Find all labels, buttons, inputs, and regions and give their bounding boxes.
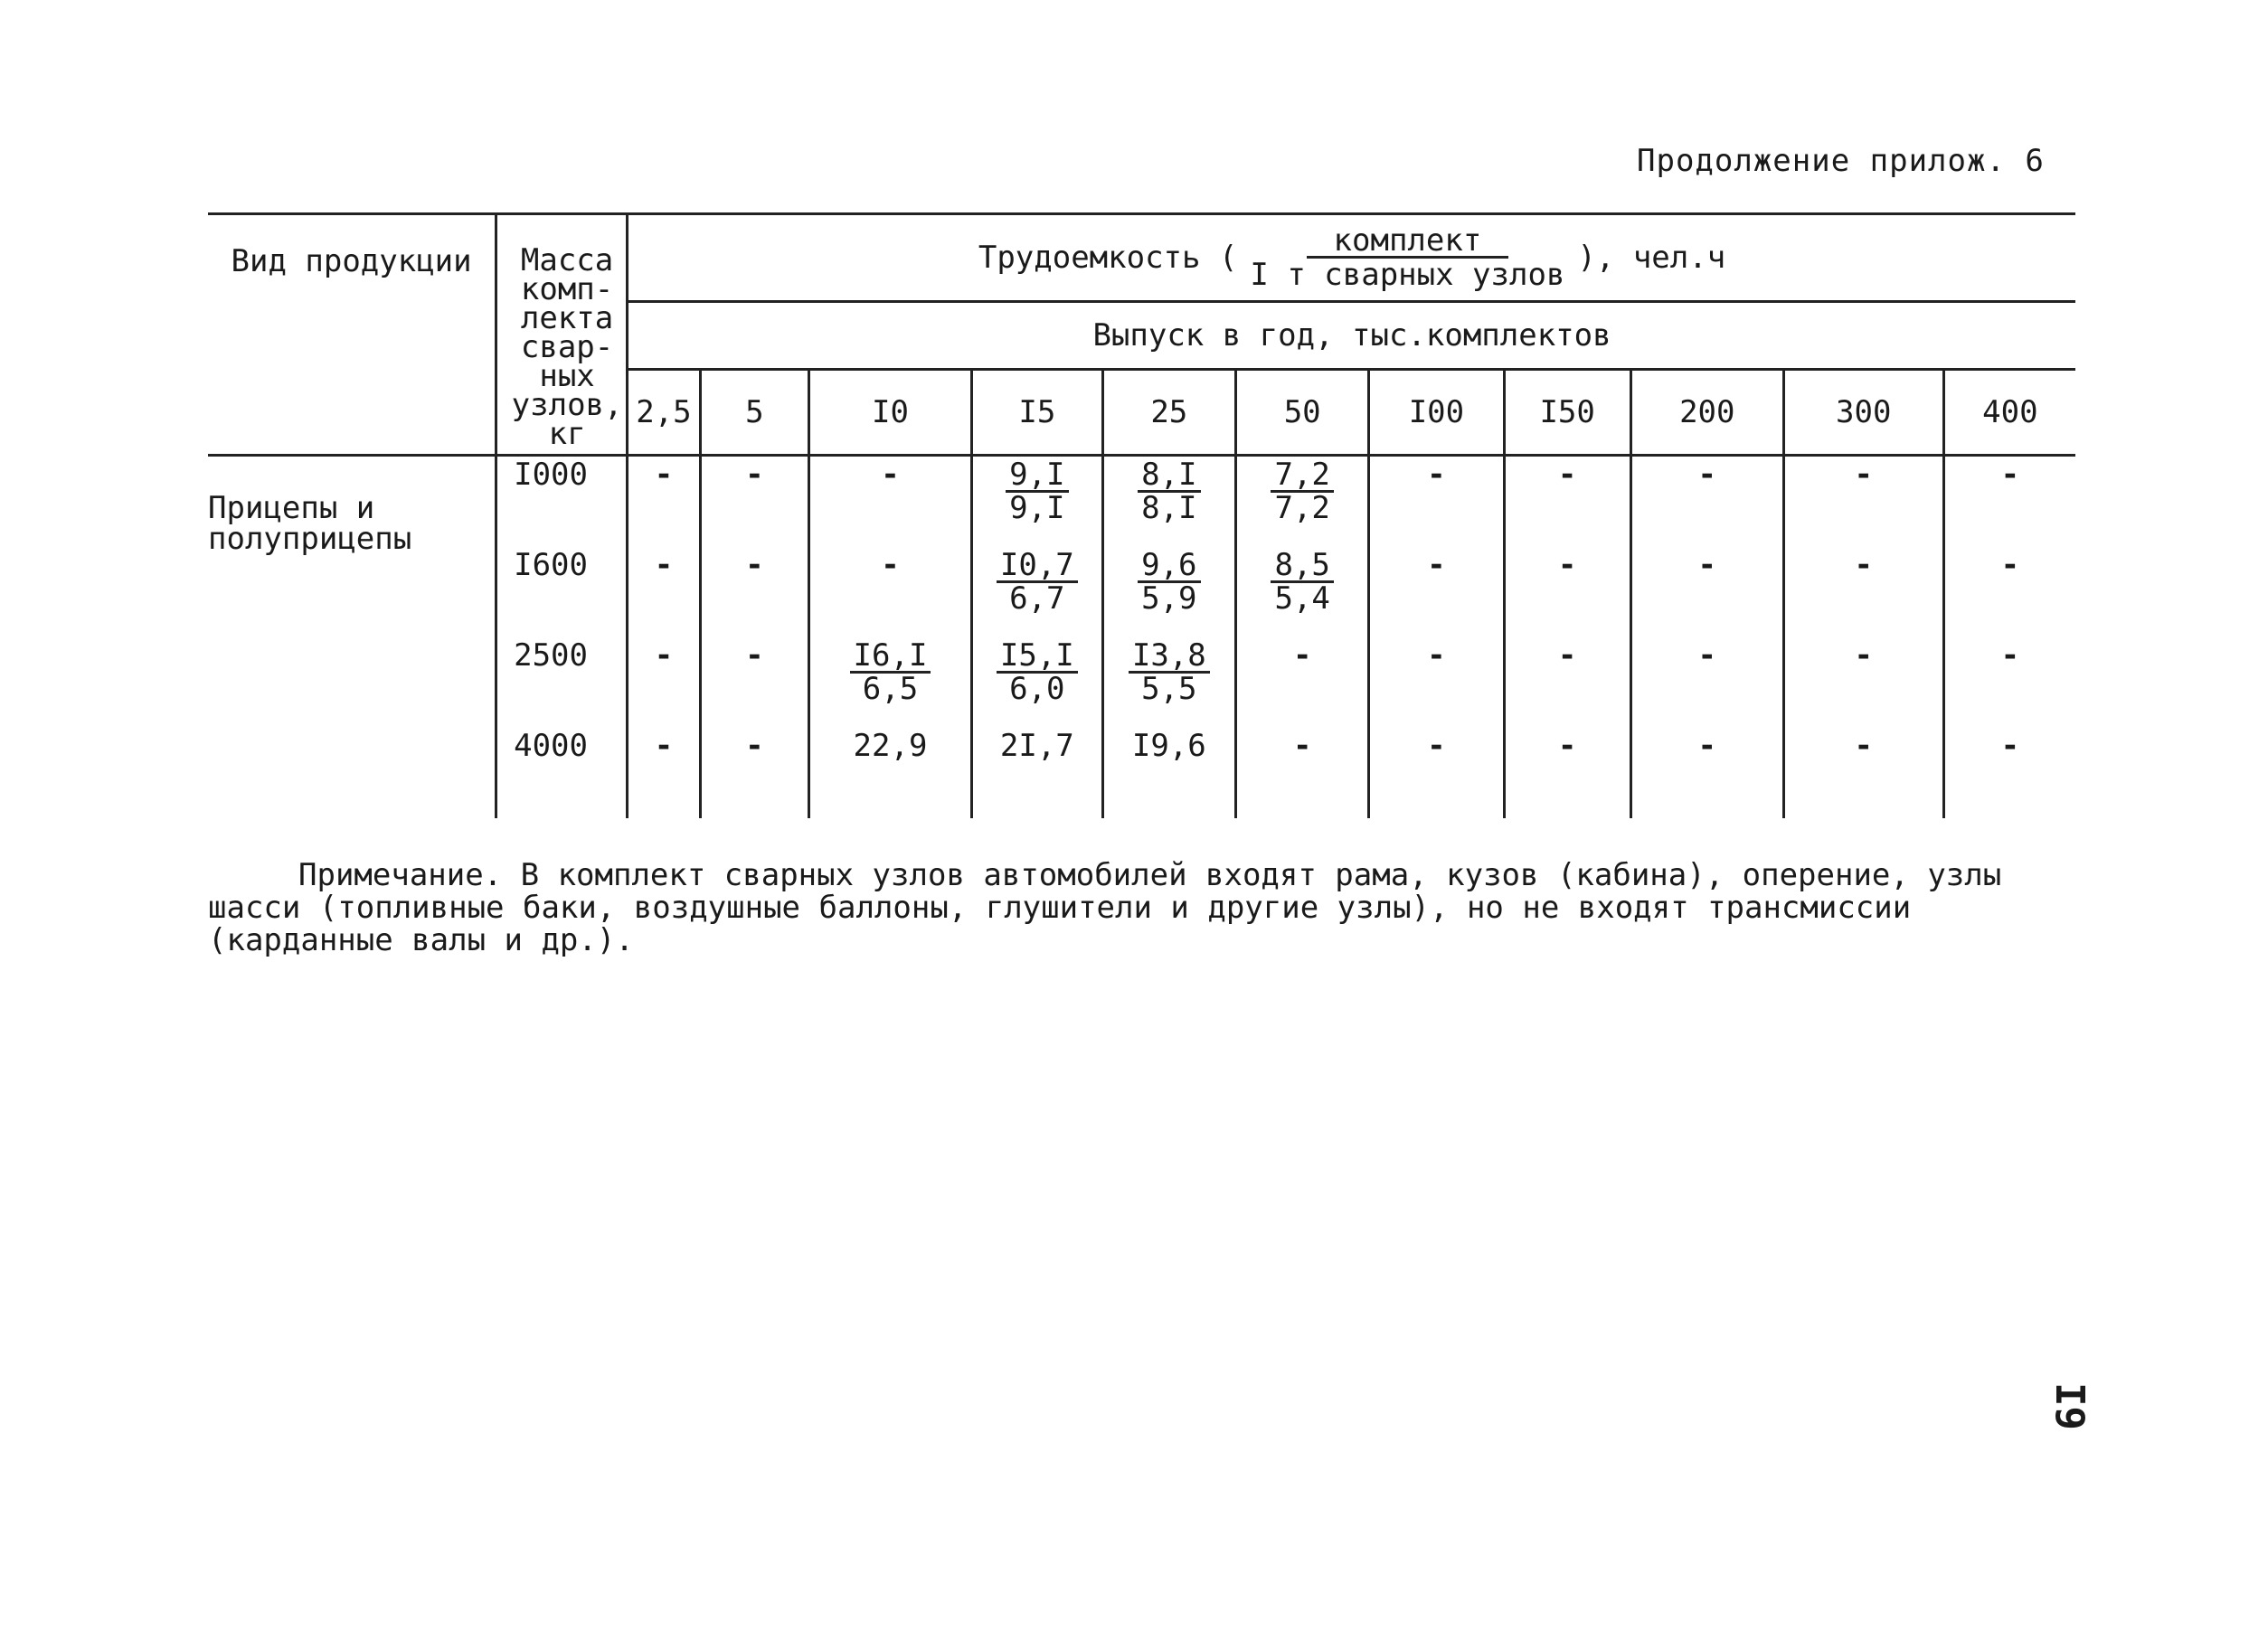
empty-value-cell	[628, 728, 701, 818]
output-col-header: 5	[700, 371, 808, 456]
labor-value-fraction	[850, 637, 931, 707]
labor-value-denominator: 5,4	[1274, 580, 1330, 617]
header-output	[628, 303, 2075, 371]
dash-value: -	[1427, 637, 1446, 674]
empty-value-cell	[1630, 637, 1783, 728]
dash-value: -	[1854, 547, 1873, 583]
output-col-header: 50	[1236, 371, 1369, 456]
labor-value-denominator: 6,5	[862, 671, 919, 707]
dash-value: -	[2000, 728, 2020, 764]
empty-value-cell	[1783, 547, 1943, 637]
empty-value-cell	[1369, 637, 1504, 728]
dash-value: -	[745, 547, 764, 583]
empty-value-cell	[808, 547, 971, 637]
table-row	[208, 456, 2075, 548]
labor-value-fraction	[997, 637, 1078, 707]
dash-value: -	[1854, 728, 1873, 764]
dash-value: -	[1697, 728, 1717, 764]
dash-value: -	[1697, 547, 1717, 583]
empty-value-cell	[1943, 637, 2075, 728]
labor-table	[208, 212, 2075, 818]
dash-value: -	[1557, 457, 1577, 493]
dash-value: -	[1427, 728, 1446, 764]
labor-value-denominator: 5,5	[1141, 671, 1197, 707]
output-col-header: I0	[808, 371, 971, 456]
empty-value-cell	[1943, 456, 2075, 548]
output-col-header: I00	[1369, 371, 1504, 456]
empty-value-cell	[1236, 728, 1369, 818]
dash-value: -	[2000, 457, 2020, 493]
empty-value-cell	[1943, 728, 2075, 818]
labor-table-container	[208, 212, 2075, 818]
labor-value-cell	[1102, 456, 1235, 548]
empty-value-cell	[1783, 728, 1943, 818]
labor-table-body	[208, 456, 2075, 819]
dash-value: -	[745, 637, 764, 674]
labor-value-cell	[972, 637, 1103, 728]
labor-value-numerator: I3,8	[1129, 640, 1210, 674]
header-product-type: Вид продукции	[231, 243, 472, 279]
labor-value: 2I,7	[999, 728, 1074, 764]
dash-value: -	[881, 457, 900, 493]
labor-value-cell	[1102, 547, 1235, 637]
empty-value-cell	[700, 728, 808, 818]
labor-value-numerator: 7,2	[1271, 459, 1333, 493]
labor-value: I9,6	[1131, 728, 1206, 764]
labor-value-cell	[1102, 728, 1235, 818]
dash-value: -	[881, 547, 900, 583]
page-number: I9	[2046, 1382, 2093, 1430]
labor-prefix: Трудоемкость (	[978, 240, 1238, 276]
output-col-header: 2,5	[628, 371, 701, 456]
labor-value-denominator: 6,0	[1009, 671, 1065, 707]
labor-value-cell	[1236, 547, 1369, 637]
product-type-cell: Прицепы и полуприцепы	[208, 490, 412, 557]
empty-value-cell	[1630, 456, 1783, 548]
dash-value: -	[745, 457, 764, 493]
labor-value-fraction	[997, 547, 1078, 617]
output-col-header: I5	[972, 371, 1103, 456]
labor-value-numerator: 9,I	[1006, 459, 1068, 493]
labor-value-numerator: 8,I	[1138, 459, 1200, 493]
labor-value-cell	[808, 637, 971, 728]
labor-value-fraction	[1271, 547, 1333, 617]
header-mass: Масса комп- лекта свар- ных узлов, кг	[496, 214, 628, 456]
labor-unit-numerator: комплект	[1307, 225, 1509, 259]
labor-unit-fraction	[1250, 222, 1565, 293]
labor-value-numerator: I0,7	[997, 550, 1078, 583]
empty-value-cell	[700, 637, 808, 728]
empty-value-cell	[1504, 728, 1630, 818]
dash-value: -	[1557, 728, 1577, 764]
labor-value-fraction	[1129, 637, 1210, 707]
labor-value-cell	[972, 547, 1103, 637]
dash-value: -	[1854, 637, 1873, 674]
labor-value-cell	[972, 456, 1103, 548]
empty-value-cell	[1369, 456, 1504, 548]
empty-value-cell	[1504, 637, 1630, 728]
empty-value-cell	[1369, 547, 1504, 637]
labor-value-denominator: 6,7	[1009, 580, 1065, 617]
empty-value-cell	[1630, 728, 1783, 818]
labor-value-fraction	[1006, 457, 1068, 526]
dash-value: -	[745, 728, 764, 764]
mass-cell: 4000	[496, 728, 628, 818]
dash-value: -	[1427, 457, 1446, 493]
output-col-header: 400	[1943, 371, 2075, 456]
labor-value-fraction	[1138, 457, 1200, 526]
dash-value: -	[1697, 637, 1717, 674]
output-col-header: 300	[1783, 371, 1943, 456]
labor-value: 22,9	[853, 728, 928, 764]
dash-value: -	[1854, 457, 1873, 493]
empty-value-cell	[1943, 547, 2075, 637]
labor-value-denominator: 9,I	[1009, 490, 1065, 526]
dash-value: -	[2000, 547, 2020, 583]
note-paragraph: Примечание. В комплект сварных узлов автомобилей входят рама, кузов (кабина), оперение, узлы шасси (топливные баки, воздушные баллоны, глушители и другие узлы), но не входят трансмиссии (карданные валы и др.).	[208, 857, 2002, 958]
dash-value: -	[1557, 637, 1577, 674]
labor-value-denominator: 8,I	[1141, 490, 1197, 526]
header-labor	[628, 214, 2075, 304]
labor-value-denominator: 7,2	[1274, 490, 1330, 526]
labor-value-fraction	[1138, 547, 1200, 617]
empty-value-cell	[628, 637, 701, 728]
labor-value-numerator: 9,6	[1138, 550, 1200, 583]
empty-value-cell	[1369, 728, 1504, 818]
labor-value-denominator: 5,9	[1141, 580, 1197, 617]
empty-value-cell	[700, 547, 808, 637]
dash-value: -	[1292, 728, 1312, 764]
labor-value-cell	[1236, 456, 1369, 548]
mass-cell: 2500	[496, 637, 628, 728]
dash-value: -	[654, 547, 674, 583]
output-col-header: I50	[1504, 371, 1630, 456]
dash-value: -	[1557, 547, 1577, 583]
labor-value-cell	[1102, 637, 1235, 728]
labor-suffix: ), чел.ч	[1577, 240, 1726, 276]
output-col-header: 200	[1630, 371, 1783, 456]
empty-value-cell	[1783, 637, 1943, 728]
empty-value-cell	[1630, 547, 1783, 637]
empty-value-cell	[1236, 637, 1369, 728]
labor-value-cell	[808, 728, 971, 818]
mass-cell: I000	[496, 456, 628, 548]
labor-unit-denominator: I т сварных узлов	[1250, 256, 1565, 293]
empty-value-cell	[808, 456, 971, 548]
output-label: Выпуск в год, тыс.комплектов	[628, 303, 2075, 371]
output-col-header: 25	[1102, 371, 1235, 456]
dash-value: -	[1697, 457, 1717, 493]
labor-value-fraction	[1271, 457, 1333, 526]
dash-value: -	[1427, 547, 1446, 583]
dash-value: -	[2000, 637, 2020, 674]
empty-value-cell	[1504, 547, 1630, 637]
labor-value-numerator: I5,I	[997, 640, 1078, 674]
empty-value-cell	[1783, 456, 1943, 548]
mass-cell: I600	[496, 547, 628, 637]
dash-value: -	[1292, 637, 1312, 674]
empty-value-cell	[628, 547, 701, 637]
page-header: Продолжение прилож. 6	[1637, 143, 2045, 179]
dash-value: -	[654, 457, 674, 493]
dash-value: -	[654, 728, 674, 764]
labor-value-numerator: 8,5	[1271, 550, 1333, 583]
labor-value-cell	[972, 728, 1103, 818]
empty-value-cell	[700, 456, 808, 548]
empty-value-cell	[628, 456, 701, 548]
empty-value-cell	[1504, 456, 1630, 548]
dash-value: -	[654, 637, 674, 674]
labor-value-numerator: I6,I	[850, 640, 931, 674]
